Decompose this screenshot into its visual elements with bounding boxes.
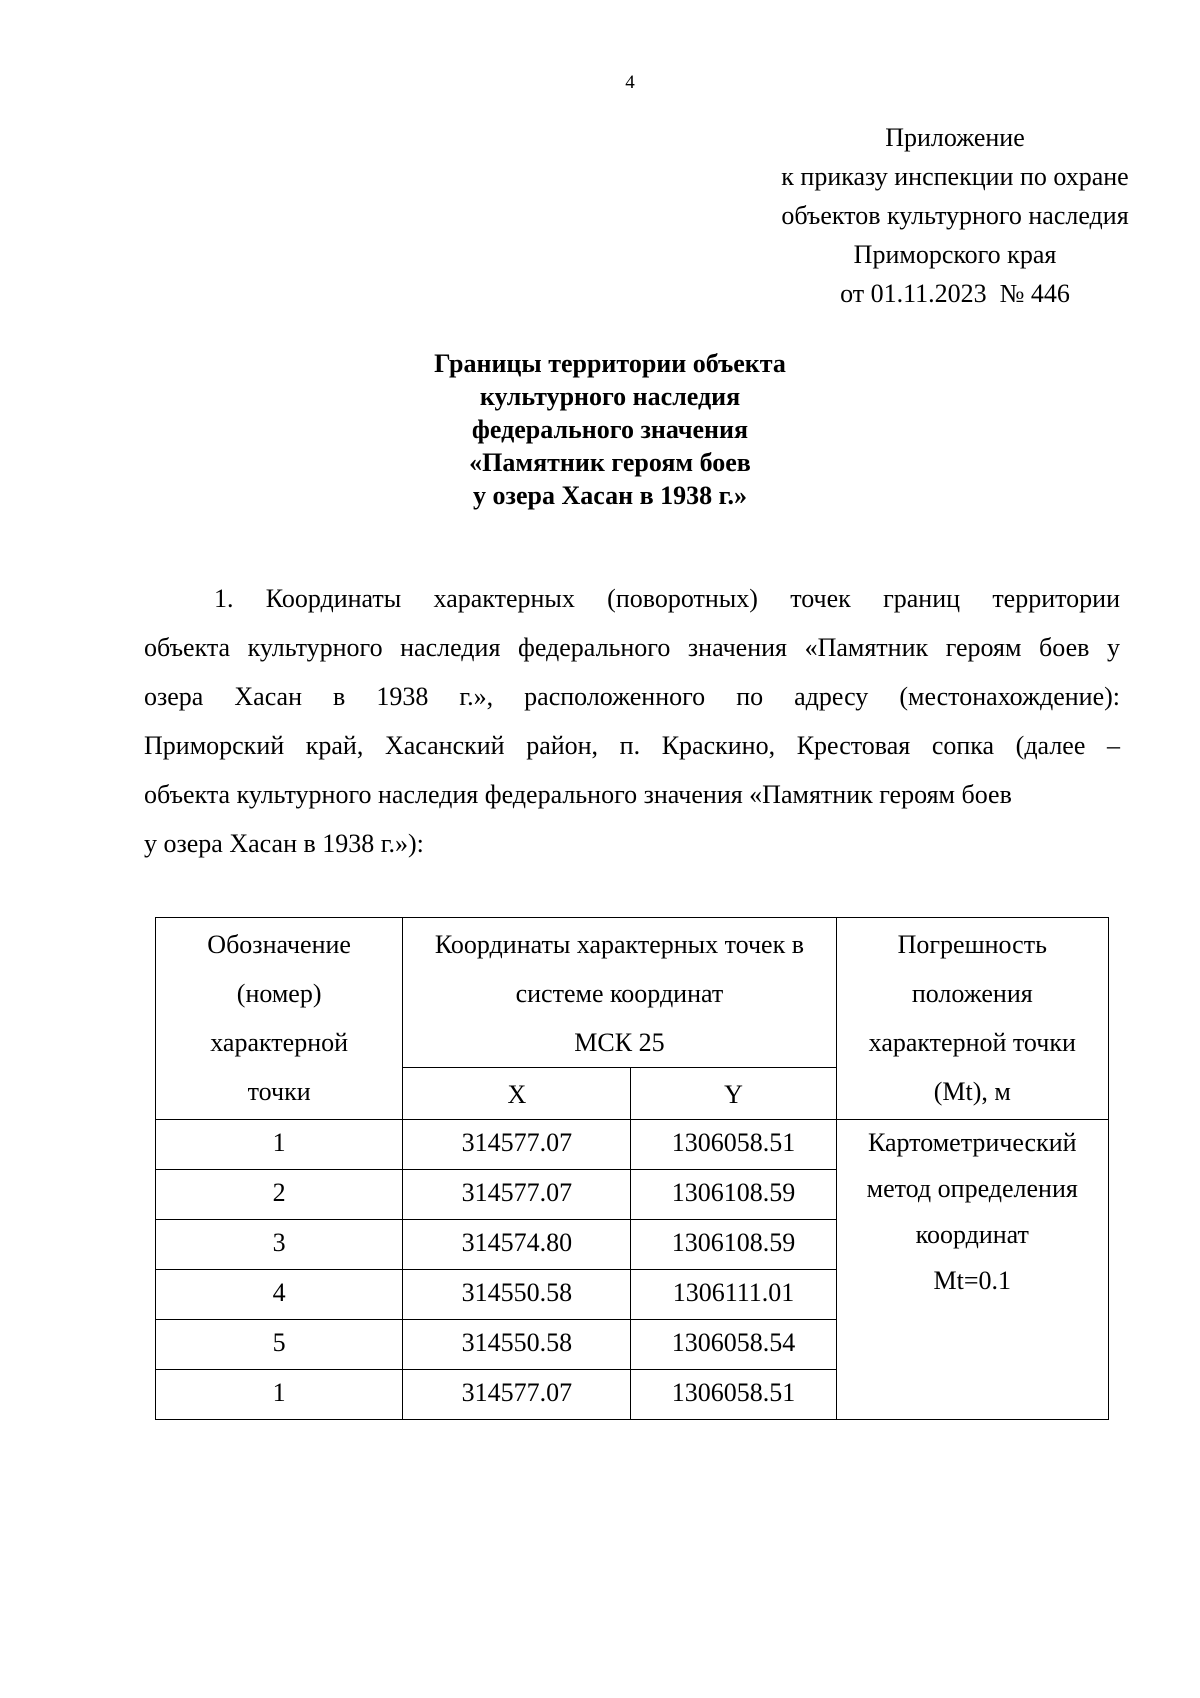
x-cell: 314577.07 [403,1170,631,1220]
title-line: у озера Хасан в 1938 г.» [473,481,747,510]
point-cell: 3 [156,1220,403,1270]
header-text: точки [247,1077,311,1106]
y-cell: 1306058.51 [631,1370,836,1420]
method-text: метод определения [866,1174,1078,1203]
y-cell: 1306108.59 [631,1220,836,1270]
header-text: Погрешность [897,930,1047,959]
title-line: федерального значения [471,415,749,444]
document-title [330,347,890,512]
title-line: культурного наследия [479,382,741,411]
header-text: Обозначение [207,930,351,959]
table-header-row [156,918,1109,1068]
y-cell: 1306058.54 [631,1320,836,1370]
header-coordinates [403,918,836,1068]
paragraph-line: озера Хасан в 1938 г.», расположенного по адресу (местонахождение): [144,682,1120,711]
body-paragraph [144,574,1120,868]
header-designation [156,918,403,1120]
header-text: положения [911,979,1033,1008]
x-cell: 314550.58 [403,1270,631,1320]
method-cell [836,1120,1108,1420]
appendix-line: объектов культурного наследия [781,201,1129,230]
method-text: Mt=0.1 [933,1266,1012,1295]
method-text: координат [915,1220,1029,1249]
x-cell: 314574.80 [403,1220,631,1270]
page-number: 4 [625,72,635,93]
paragraph-line: Приморский край, Хасанский район, п. Краскино, Крестовая сопка (далее – [144,731,1120,760]
title-line: «Памятник героям боев [469,448,751,477]
header-text: системе координат [515,979,724,1008]
y-cell: 1306058.51 [631,1120,836,1170]
header-text: Координаты характерных точек в [434,930,804,959]
header-text: (номер) [236,979,322,1008]
point-cell: 1 [156,1120,403,1170]
method-text: Картометрический [867,1128,1077,1157]
appendix-line: Приложение [885,123,1025,152]
appendix-date-line: от 01.11.2023 № 446 [840,279,1070,308]
title-line: Границы территории объекта [434,349,786,378]
header-error [836,918,1108,1120]
coordinates-table [155,917,1109,1420]
x-cell: 314550.58 [403,1320,631,1370]
table-row [156,1120,1109,1170]
header-text: (Mt), м [933,1077,1011,1106]
paragraph-line: объекта культурного наследия федерального значения «Памятник героям боев [144,780,1012,809]
point-cell: 1 [156,1370,403,1420]
x-cell: 314577.07 [403,1120,631,1170]
header-text: МСК 25 [574,1028,665,1057]
appendix-block [745,118,1165,313]
point-cell: 5 [156,1320,403,1370]
appendix-line: Приморского края [853,240,1057,269]
appendix-line: к приказу инспекции по охране [781,162,1129,191]
point-cell: 4 [156,1270,403,1320]
y-cell: 1306111.01 [631,1270,836,1320]
header-text: характерной [210,1028,349,1057]
x-cell: 314577.07 [403,1370,631,1420]
point-cell: 2 [156,1170,403,1220]
paragraph-line: у озера Хасан в 1938 г.»): [144,829,424,858]
paragraph-line: 1. Координаты характерных (поворотных) точек границ территории [214,584,1120,613]
header-x: X [403,1068,631,1120]
y-cell: 1306108.59 [631,1170,836,1220]
header-text: характерной точки [868,1028,1076,1057]
header-y: Y [631,1068,836,1120]
paragraph-line: объекта культурного наследия федерального значения «Памятник героям боев у [144,633,1120,662]
